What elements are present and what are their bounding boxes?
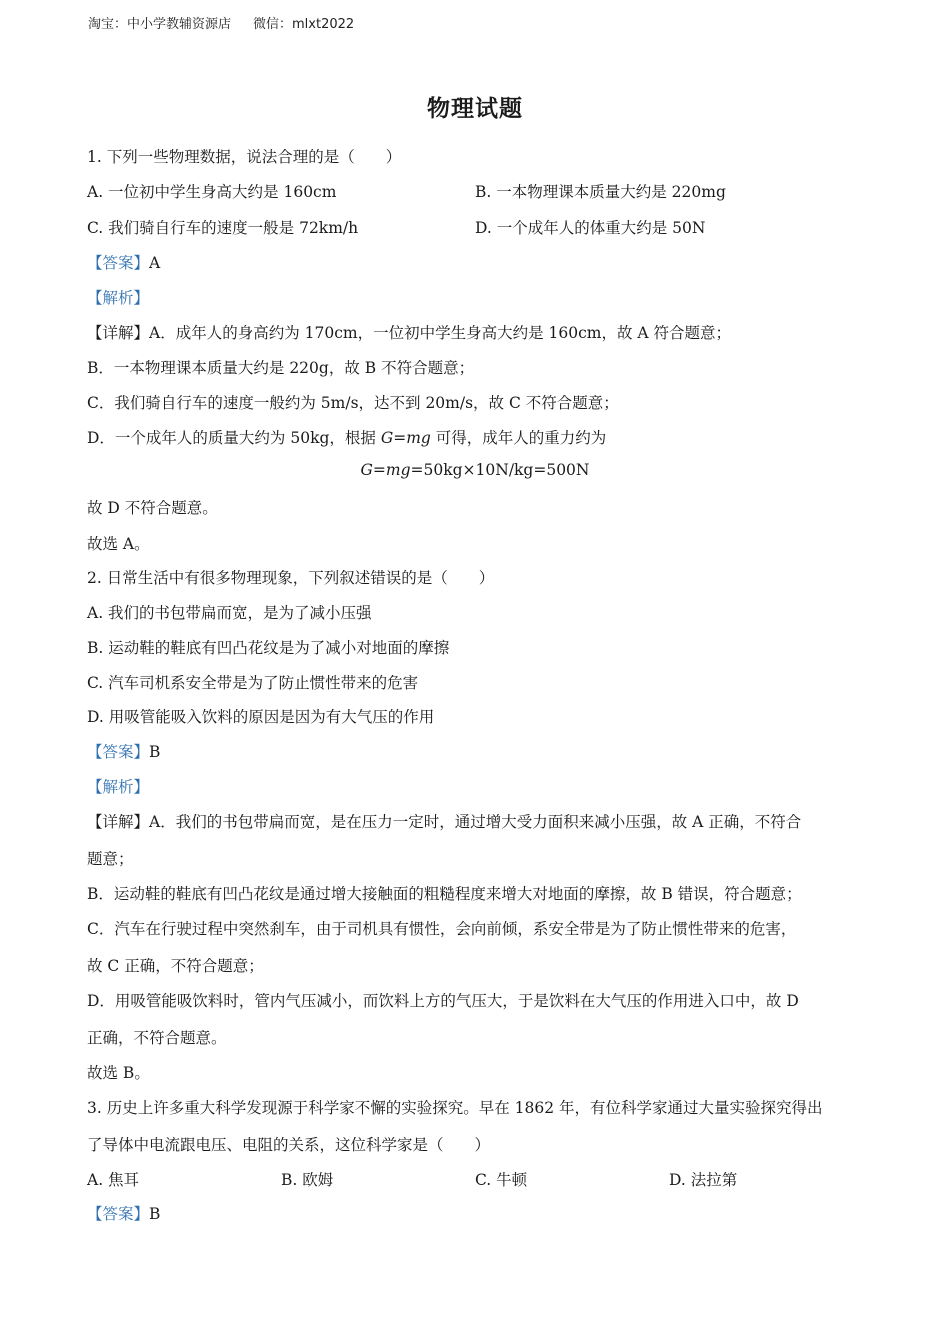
answer-value: B: [149, 743, 161, 761]
q1-option-d: D. 一个成年人的体重大约是 50N: [475, 219, 706, 237]
page-title: 物理试题: [427, 95, 523, 122]
q1-option-a: A. 一位初中学生身高大约是 160cm: [87, 183, 337, 201]
q2-detail-d-cont: 正确，不符合题意。: [87, 1029, 227, 1047]
q1-conclusion: 故选 A。: [87, 535, 150, 553]
formula-rest: =50kg×10N/kg=500N: [410, 461, 590, 479]
shop-name: 淘宝：中小学教辅资源店: [88, 17, 232, 32]
q2-option-b: [87, 636, 449, 658]
q1-detail-a: 【详解】A．成年人的身高约为 170cm，一位初中学生身高大约是 160cm，故 A 符合题意；: [87, 324, 732, 342]
q3-option-b: B. 欧姆: [281, 1171, 334, 1189]
answer-value: B: [149, 1205, 161, 1223]
q1-detail-c: C．我们骑自行车的速度一般约为 5m/s，达不到 20m/s，故 C 不符合题意；: [87, 394, 619, 412]
q2-conclusion: 故选 B。: [87, 1064, 150, 1082]
q1-option-b: B. 一本物理课本质量大约是 220mg: [475, 183, 726, 201]
answer-tag: 【答案】: [87, 254, 150, 272]
q2-answer: [87, 740, 160, 762]
q2-option-a: [87, 601, 372, 623]
q1-detail-d: [87, 426, 606, 448]
q3-answer: [87, 1202, 160, 1224]
q2-stem: 2. 日常生活中有很多物理现象，下列叙述错误的是（ ）: [87, 569, 495, 587]
q2-option-d: [87, 705, 434, 727]
q1-answer: [87, 251, 160, 273]
option-text: D. 用吸管能吸入饮料的原因是因为有大气压的作用: [87, 708, 435, 726]
option-text: A. 我们的书包带扁而宽，是为了减小压强: [87, 604, 372, 622]
q2-detail-d: D．用吸管能吸饮料时，管内气压减小，而饮料上方的气压大，于是饮料在大气压的作用进入口中，故 D: [87, 992, 799, 1010]
answer-tag: 【答案】: [87, 743, 150, 761]
q2-analysis-tag: 【解析】: [87, 778, 150, 796]
formula-inline: G=mg: [380, 429, 431, 447]
formula-g: G: [360, 461, 373, 479]
q1-formula: [0, 461, 950, 479]
q2-option-c: [87, 671, 418, 693]
formula-mg: mg: [385, 461, 411, 479]
q2-detail-a: 【详解】A．我们的书包带扁而宽，是在压力一定时，通过增大受力面积来减小压强，故 A 正确，不符合: [87, 813, 802, 831]
answer-tag: 【答案】: [87, 1205, 150, 1223]
q3-option-d: D. 法拉第: [669, 1171, 738, 1189]
formula-eq: =: [372, 461, 386, 479]
q3-option-c: C. 牛顿: [475, 1171, 528, 1189]
option-text: C. 汽车司机系安全带是为了防止惯性带来的危害: [87, 674, 419, 692]
q1-detail-b: B．一本物理课本质量大约是 220g，故 B 不符合题意；: [87, 359, 475, 377]
answer-value: A: [149, 254, 161, 272]
page-header-note: [88, 13, 354, 32]
q1-stem: 1. 下列一些物理数据，说法合理的是（ ）: [87, 148, 402, 166]
q3-stem-line1: 3. 历史上许多重大科学发现源于科学家不懈的实验探究。早在 1862 年，有位科学家通过大量实验探究得出: [87, 1099, 823, 1117]
q2-detail-c: C．汽车在行驶过程中突然刹车，由于司机具有惯性，会向前倾，系安全带是为了防止惯性带来的危害，: [87, 920, 797, 938]
text-part: 可得，成年人的重力约为: [430, 429, 607, 447]
q2-detail-c-cont: 故 C 正确，不符合题意；: [87, 957, 264, 975]
q3-option-a: A. 焦耳: [87, 1171, 140, 1189]
option-text: B. 运动鞋的鞋底有凹凸花纹是为了减小对地面的摩擦: [87, 639, 450, 657]
q1-analysis-tag: 【解析】: [87, 289, 150, 307]
q1-detail-end: 故 D 不符合题意。: [87, 499, 218, 517]
q2-detail-a-cont: 题意；: [87, 850, 134, 868]
q2-detail-b: B．运动鞋的鞋底有凹凸花纹是通过增大接触面的粗糙程度来增大对地面的摩擦，故 B 错误，符合题意；: [87, 885, 802, 903]
q3-stem-line2: 了导体中电流跟电压、电阻的关系，这位科学家是（ ）: [87, 1136, 491, 1154]
q1-option-c: C. 我们骑自行车的速度一般是 72km/h: [87, 219, 359, 237]
text-part: D．一个成年人的质量大约为 50kg，根据: [87, 429, 381, 447]
wechat-id: 微信：mlxt2022: [253, 17, 355, 32]
